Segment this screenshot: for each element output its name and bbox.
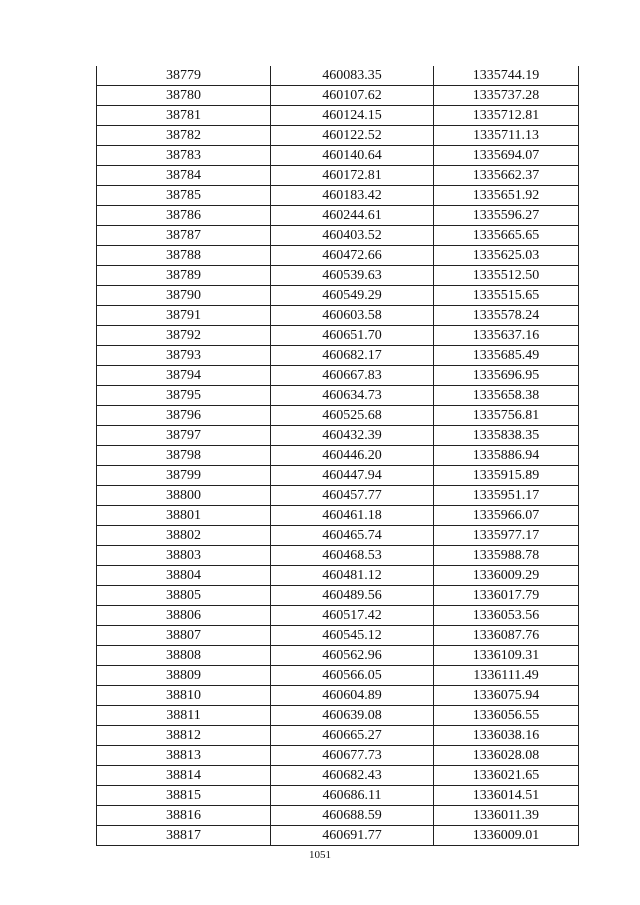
- x-coordinate-cell: 460517.42: [271, 606, 434, 626]
- point-id-cell: 38781: [97, 106, 271, 126]
- y-coordinate-cell: 1335977.17: [434, 526, 579, 546]
- table-row: [97, 206, 579, 226]
- coordinate-table-body: [97, 66, 579, 846]
- table-row: [97, 66, 579, 86]
- point-id-cell: 38804: [97, 566, 271, 586]
- point-id-cell: 38799: [97, 466, 271, 486]
- x-coordinate-cell: 460489.56: [271, 586, 434, 606]
- table-row: [97, 586, 579, 606]
- table-row: [97, 386, 579, 406]
- point-id-cell: 38794: [97, 366, 271, 386]
- point-id-cell: 38785: [97, 186, 271, 206]
- y-coordinate-cell: 1335966.07: [434, 506, 579, 526]
- point-id-cell: 38786: [97, 206, 271, 226]
- table-row: [97, 146, 579, 166]
- table-row: [97, 166, 579, 186]
- x-coordinate-cell: 460140.64: [271, 146, 434, 166]
- y-coordinate-cell: 1335578.24: [434, 306, 579, 326]
- table-row: [97, 666, 579, 686]
- table-row: [97, 266, 579, 286]
- y-coordinate-cell: 1336009.29: [434, 566, 579, 586]
- table-row: [97, 86, 579, 106]
- table-row: [97, 726, 579, 746]
- table-row: [97, 446, 579, 466]
- table-row: [97, 526, 579, 546]
- point-id-cell: 38811: [97, 706, 271, 726]
- point-id-cell: 38808: [97, 646, 271, 666]
- point-id-cell: 38810: [97, 686, 271, 706]
- point-id-cell: 38797: [97, 426, 271, 446]
- table-row: [97, 766, 579, 786]
- y-coordinate-cell: 1336021.65: [434, 766, 579, 786]
- point-id-cell: 38813: [97, 746, 271, 766]
- x-coordinate-cell: 460539.63: [271, 266, 434, 286]
- y-coordinate-cell: 1336011.39: [434, 806, 579, 826]
- table-row: [97, 746, 579, 766]
- x-coordinate-cell: 460682.43: [271, 766, 434, 786]
- y-coordinate-cell: 1335838.35: [434, 426, 579, 446]
- point-id-cell: 38796: [97, 406, 271, 426]
- point-id-cell: 38806: [97, 606, 271, 626]
- table-row: [97, 686, 579, 706]
- x-coordinate-cell: 460481.12: [271, 566, 434, 586]
- y-coordinate-cell: 1336017.79: [434, 586, 579, 606]
- x-coordinate-cell: 460083.35: [271, 66, 434, 86]
- y-coordinate-cell: 1335625.03: [434, 246, 579, 266]
- table-row: [97, 106, 579, 126]
- x-coordinate-cell: 460566.05: [271, 666, 434, 686]
- x-coordinate-cell: 460549.29: [271, 286, 434, 306]
- table-row: [97, 486, 579, 506]
- y-coordinate-cell: 1335658.38: [434, 386, 579, 406]
- y-coordinate-cell: 1336053.56: [434, 606, 579, 626]
- y-coordinate-cell: 1335665.65: [434, 226, 579, 246]
- table-row: [97, 466, 579, 486]
- y-coordinate-cell: 1336009.01: [434, 826, 579, 846]
- point-id-cell: 38815: [97, 786, 271, 806]
- point-id-cell: 38816: [97, 806, 271, 826]
- y-coordinate-cell: 1336109.31: [434, 646, 579, 666]
- point-id-cell: 38789: [97, 266, 271, 286]
- y-coordinate-cell: 1335696.95: [434, 366, 579, 386]
- point-id-cell: 38795: [97, 386, 271, 406]
- table-row: [97, 326, 579, 346]
- y-coordinate-cell: 1335756.81: [434, 406, 579, 426]
- x-coordinate-cell: 460244.61: [271, 206, 434, 226]
- table-row: [97, 566, 579, 586]
- table-row: [97, 606, 579, 626]
- table-row: [97, 426, 579, 446]
- x-coordinate-cell: 460667.83: [271, 366, 434, 386]
- x-coordinate-cell: 460688.59: [271, 806, 434, 826]
- x-coordinate-cell: 460639.08: [271, 706, 434, 726]
- x-coordinate-cell: 460562.96: [271, 646, 434, 666]
- table-row: [97, 186, 579, 206]
- table-row: [97, 546, 579, 566]
- point-id-cell: 38792: [97, 326, 271, 346]
- table-row: [97, 306, 579, 326]
- x-coordinate-cell: 460183.42: [271, 186, 434, 206]
- table-row: [97, 226, 579, 246]
- point-id-cell: 38780: [97, 86, 271, 106]
- x-coordinate-cell: 460525.68: [271, 406, 434, 426]
- y-coordinate-cell: 1336087.76: [434, 626, 579, 646]
- x-coordinate-cell: 460107.62: [271, 86, 434, 106]
- point-id-cell: 38783: [97, 146, 271, 166]
- table-row: [97, 366, 579, 386]
- y-coordinate-cell: 1335651.92: [434, 186, 579, 206]
- x-coordinate-cell: 460686.11: [271, 786, 434, 806]
- point-id-cell: 38812: [97, 726, 271, 746]
- y-coordinate-cell: 1336075.94: [434, 686, 579, 706]
- x-coordinate-cell: 460468.53: [271, 546, 434, 566]
- y-coordinate-cell: 1335512.50: [434, 266, 579, 286]
- table-row: [97, 786, 579, 806]
- point-id-cell: 38791: [97, 306, 271, 326]
- y-coordinate-cell: 1335637.16: [434, 326, 579, 346]
- table-row: [97, 286, 579, 306]
- x-coordinate-cell: 460691.77: [271, 826, 434, 846]
- table-row: [97, 806, 579, 826]
- x-coordinate-cell: 460603.58: [271, 306, 434, 326]
- point-id-cell: 38801: [97, 506, 271, 526]
- table-row: [97, 346, 579, 366]
- x-coordinate-cell: 460465.74: [271, 526, 434, 546]
- y-coordinate-cell: 1335712.81: [434, 106, 579, 126]
- x-coordinate-cell: 460682.17: [271, 346, 434, 366]
- point-id-cell: 38814: [97, 766, 271, 786]
- page-number: 1051: [309, 849, 331, 861]
- y-coordinate-cell: 1335886.94: [434, 446, 579, 466]
- x-coordinate-cell: 460446.20: [271, 446, 434, 466]
- y-coordinate-cell: 1336056.55: [434, 706, 579, 726]
- y-coordinate-cell: 1335596.27: [434, 206, 579, 226]
- y-coordinate-cell: 1336038.16: [434, 726, 579, 746]
- x-coordinate-cell: 460604.89: [271, 686, 434, 706]
- x-coordinate-cell: 460432.39: [271, 426, 434, 446]
- x-coordinate-cell: 460172.81: [271, 166, 434, 186]
- point-id-cell: 38782: [97, 126, 271, 146]
- y-coordinate-cell: 1335737.28: [434, 86, 579, 106]
- x-coordinate-cell: 460665.27: [271, 726, 434, 746]
- y-coordinate-cell: 1335662.37: [434, 166, 579, 186]
- x-coordinate-cell: 460634.73: [271, 386, 434, 406]
- point-id-cell: 38805: [97, 586, 271, 606]
- y-coordinate-cell: 1335951.17: [434, 486, 579, 506]
- y-coordinate-cell: 1335685.49: [434, 346, 579, 366]
- x-coordinate-cell: 460457.77: [271, 486, 434, 506]
- table-row: [97, 506, 579, 526]
- y-coordinate-cell: 1335515.65: [434, 286, 579, 306]
- point-id-cell: 38802: [97, 526, 271, 546]
- point-id-cell: 38788: [97, 246, 271, 266]
- y-coordinate-cell: 1336028.08: [434, 746, 579, 766]
- x-coordinate-cell: 460447.94: [271, 466, 434, 486]
- y-coordinate-cell: 1335915.89: [434, 466, 579, 486]
- point-id-cell: 38803: [97, 546, 271, 566]
- y-coordinate-cell: 1336014.51: [434, 786, 579, 806]
- point-id-cell: 38809: [97, 666, 271, 686]
- point-id-cell: 38784: [97, 166, 271, 186]
- point-id-cell: 38798: [97, 446, 271, 466]
- x-coordinate-cell: 460472.66: [271, 246, 434, 266]
- table-row: [97, 706, 579, 726]
- point-id-cell: 38817: [97, 826, 271, 846]
- table-row: [97, 626, 579, 646]
- x-coordinate-cell: 460403.52: [271, 226, 434, 246]
- y-coordinate-cell: 1335744.19: [434, 66, 579, 86]
- point-id-cell: 38800: [97, 486, 271, 506]
- x-coordinate-cell: 460677.73: [271, 746, 434, 766]
- y-coordinate-cell: 1336111.49: [434, 666, 579, 686]
- coordinate-table: [96, 66, 579, 846]
- table-row: [97, 246, 579, 266]
- table-row: [97, 406, 579, 426]
- x-coordinate-cell: 460651.70: [271, 326, 434, 346]
- point-id-cell: 38787: [97, 226, 271, 246]
- point-id-cell: 38807: [97, 626, 271, 646]
- y-coordinate-cell: 1335988.78: [434, 546, 579, 566]
- point-id-cell: 38790: [97, 286, 271, 306]
- x-coordinate-cell: 460122.52: [271, 126, 434, 146]
- y-coordinate-cell: 1335711.13: [434, 126, 579, 146]
- table-row: [97, 646, 579, 666]
- point-id-cell: 38793: [97, 346, 271, 366]
- y-coordinate-cell: 1335694.07: [434, 146, 579, 166]
- x-coordinate-cell: 460124.15: [271, 106, 434, 126]
- table-row: [97, 126, 579, 146]
- point-id-cell: 38779: [97, 66, 271, 86]
- x-coordinate-cell: 460461.18: [271, 506, 434, 526]
- x-coordinate-cell: 460545.12: [271, 626, 434, 646]
- table-row: [97, 826, 579, 846]
